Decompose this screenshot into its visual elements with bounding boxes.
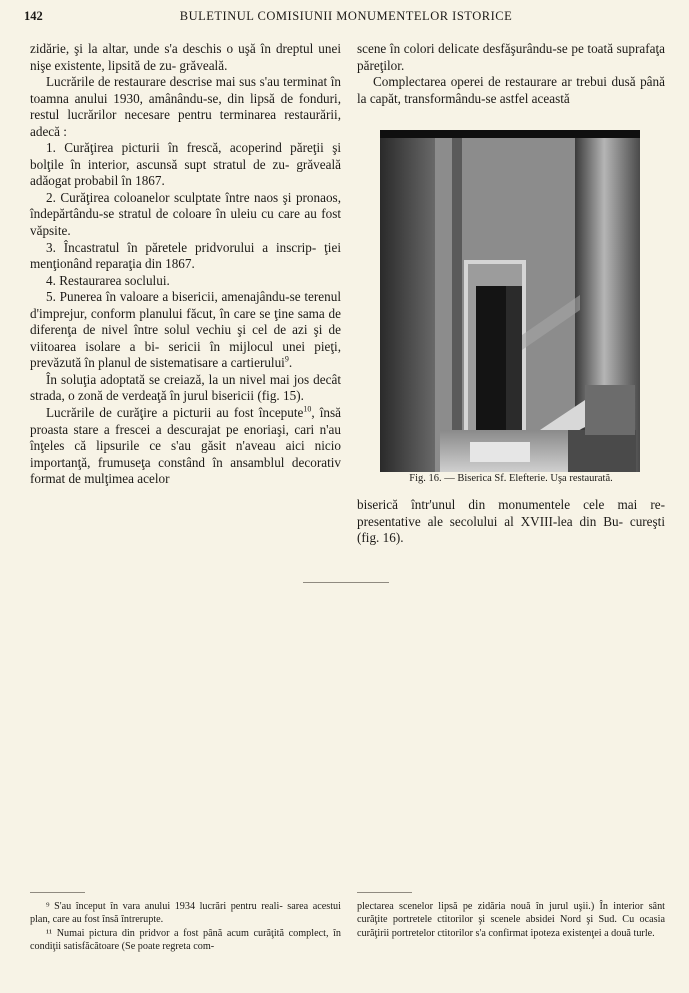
running-header: [24, 9, 668, 25]
right-column-top: [357, 41, 665, 107]
paragraph: zidărie, şi la altar, unde s'a deschis o uşă în dreptul unei nişe existente, lipsită de zu- grăveală.: [30, 41, 341, 73]
list-item: 3. Încastratul în păretele pridvorului a inscrip- ţiei menţionând reparaţia din 1867.: [30, 239, 341, 272]
section-divider: [303, 582, 389, 583]
footnotes-left: [30, 900, 341, 953]
list-item: 2. Curăţirea coloanelor sculptate între naos şi pronaos, îndepărtându-se stratul de coloare în uleiu cu care au fost văpsite.: [30, 189, 341, 239]
footnote: ¹¹ Numai pictura din pridvor a fost până acum curăţită complect, în condiţii satisfăcătoare (Se poate regreta com-: [30, 927, 341, 952]
paragraph-text: , însă proasta stare a frescei a descurajat pe enoriaşi, cari n'au înţeles că lipsurile ce s'au găsit n'aveau aici nicio importanţă, frumuseţa constând în ansamblul decorativ format de mulţimea acelor: [30, 405, 342, 487]
paragraph-text: Lucrările de curăţire a picturii au fost începute: [46, 405, 304, 421]
list-item: 1. Curăţirea picturii în frescă, acoperind păreţii şi bolţile în interior, ascunsă supt stratul de zu- grăveală adăogat probabil în 1867.: [30, 140, 341, 189]
footnote: plectarea scenelor lipsă pe zidăria nouă în jurul uşii.) În interior sânt curăţite portretele ctitorilor şi scenele absidei Nord şi Sud. Cu ocasia curăţirii portretelor ctitorilor s'a confirmat ipoteza existenţei a două turle.: [357, 901, 665, 939]
paragraph: [30, 405, 341, 488]
figure-caption: Fig. 16. — Biserica Sf. Elefterie. Uşa restaurată.: [409, 473, 613, 484]
list-item-text: 5. Punerea în valoare a bisericii, amenajându-se terenul d'imprejur, conform planului făcut, în care se ţine sama de diferenţa de nivel între solul vechiu şi cel de azi şi de viitoarea isolare a bi- sericii în mijlocul unei pieţi, prevăzută în planul de sistematisare a cartierului: [30, 289, 341, 371]
footnote: ⁹ S'au început în vara anului 1934 lucrări pentru reali- sarea acestui plan, care au fost însă întrerupte.: [30, 901, 341, 926]
figure-photograph: [380, 130, 640, 472]
right-column-bottom: [357, 497, 665, 547]
footnote-rule: [30, 892, 85, 893]
paragraph: Complectarea operei de restaurare ar trebui dusă până la capăt, transformându-se astfel această: [357, 74, 665, 106]
paragraph: În soluţia adoptată se creiază, la un nivel mai jos decât strada, o zonă de verdeaţă în jurul bisericii (fig. 15).: [30, 371, 341, 404]
footnotes-right: [357, 900, 665, 940]
page-number: 142: [24, 9, 43, 23]
left-column: [30, 41, 341, 488]
paragraph: scene în colori delicate desfăşurându-se pe toată suprafaţa păreţilor.: [357, 41, 665, 73]
list-item: 4. Restaurarea soclului.: [46, 272, 170, 288]
journal-title: BULETINUL COMISIUNII MONUMENTELOR ISTORICE: [179, 9, 513, 23]
paragraph: biserică într'unul din monumentele cele mai re- presentative ale secolului al XVIII-lea din Bu- cureşti (fig. 16).: [357, 497, 665, 546]
footnote-rule: [357, 892, 412, 893]
church-door-photo: [380, 130, 640, 472]
footnote-mark: 9: [284, 355, 289, 364]
paragraph: Lucrările de restaurare descrise mai sus s'au terminat în toamna anului 1930, amânându-se, din lipsă de fonduri, restul lucrărilor necesare pentru terminarea restaurării, adecă :: [30, 74, 341, 139]
list-item: 5. Punerea în valoare a bisericii, amenajându-se terenul d'imprejur, conform planului făcut, în care se ţine sama de diferenţa de nivel între solul vechiu şi cel de azi şi de viitoarea isolare a bi- sericii în mijlocul unei pieţi, prevăzută în planul de sistematisare a cartierului$^9$.: [30, 289, 341, 371]
footnote-mark: 10: [303, 404, 312, 414]
